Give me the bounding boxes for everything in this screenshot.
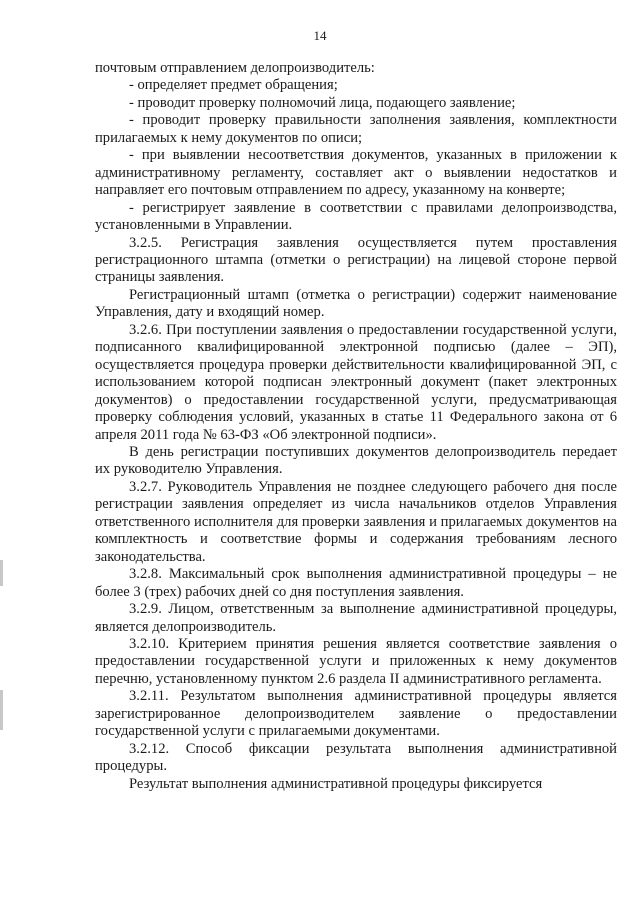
document-body [95,60,617,793]
scan-edge-mark [0,690,3,730]
paragraph-registration-day: В день регистрации поступивших документов делопроизводитель передает их руководителю Управления. [95,443,617,478]
paragraph-clause-3-2-5: 3.2.5. Регистрация заявления осуществляется путем проставления регистрационного штампа (отметки о регистрации) на лицевой стороне первой страницы заявления. [95,234,617,286]
paragraph-clause-3-2-7: 3.2.7. Руководитель Управления не позднее следующего рабочего дня после регистрации заявления определяет из числа начальников отделов Управления ответственного исполнителя для проверки заявления и прилагаемых документов на комплектность и соответствие формы и содержания требованиям лесного законодательства. [95,478,617,565]
paragraph-clause-3-2-8: 3.2.8. Максимальный срок выполнения административной процедуры – не более 3 (трех) рабочих дней со дня поступления заявления. [95,566,617,600]
paragraph-intro: почтовым отправлением делопроизводитель: [95,60,375,76]
paragraph-stamp: Регистрационный штамп (отметка о регистрации) содержит наименование Управления, дату и входящий номер. [95,286,617,321]
paragraph-result: Результат выполнения административной процедуры фиксируется [129,775,543,792]
paragraph-clause-3-2-12: 3.2.12. Способ фиксации результата выполнения административной процедуры. [95,740,617,775]
paragraph-clause-3-2-10: 3.2.10. Критерием принятия решения является соответствие заявления о предоставлении государственной услуги и приложенных к нему документов перечню, установленному пунктом 2.6 раздела II административного регламента. [95,635,617,687]
paragraph-list-item: - регистрирует заявление в соответствии с правилами делопроизводства, установленными в Управлении. [95,199,617,234]
paragraph-list-item: - определяет предмет обращения; [129,77,338,94]
paragraph-list-item: - проводит проверку правильности заполнения заявления, комплектности прилагаемых к нему документов по описи; [95,112,617,146]
paragraph-clause-3-2-11: 3.2.11. Результатом выполнения административной процедуры является зарегистрированное делопроизводителем заявление о предоставлении государственной услуги с прилагаемыми документами. [95,688,617,740]
scan-edge-mark [0,560,3,586]
paragraph-list-item: - при выявлении несоответствия документов, указанных в приложении к административному регламенту, составляет акт о выявлении недостатков и направляет его почтовым отправлением по адресу, указанному на конверте; [95,147,617,199]
paragraph-clause-3-2-6: 3.2.6. При поступлении заявления о предоставлении государственной услуги, подписанного квалифицированной электронной подписью (далее – ЭП), осуществляется процедура проверки действительности квалифицированной ЭП, с использованием которой подписан электронный документ (пакет электронных документов) о предоставлении государственной услуги, предусматривающая проверку соблюдения условий, указанных в статье 11 Федерального закона от 6 апреля 2011 года № 63-ФЗ «Об электронной подписи». [95,321,617,443]
page-number: 14 [313,28,327,43]
paragraph-list-item: - проводит проверку полномочий лица, подающего заявление; [129,94,516,111]
paragraph-clause-3-2-9: 3.2.9. Лицом, ответственным за выполнение административной процедуры, является делопроизводитель. [95,601,617,635]
